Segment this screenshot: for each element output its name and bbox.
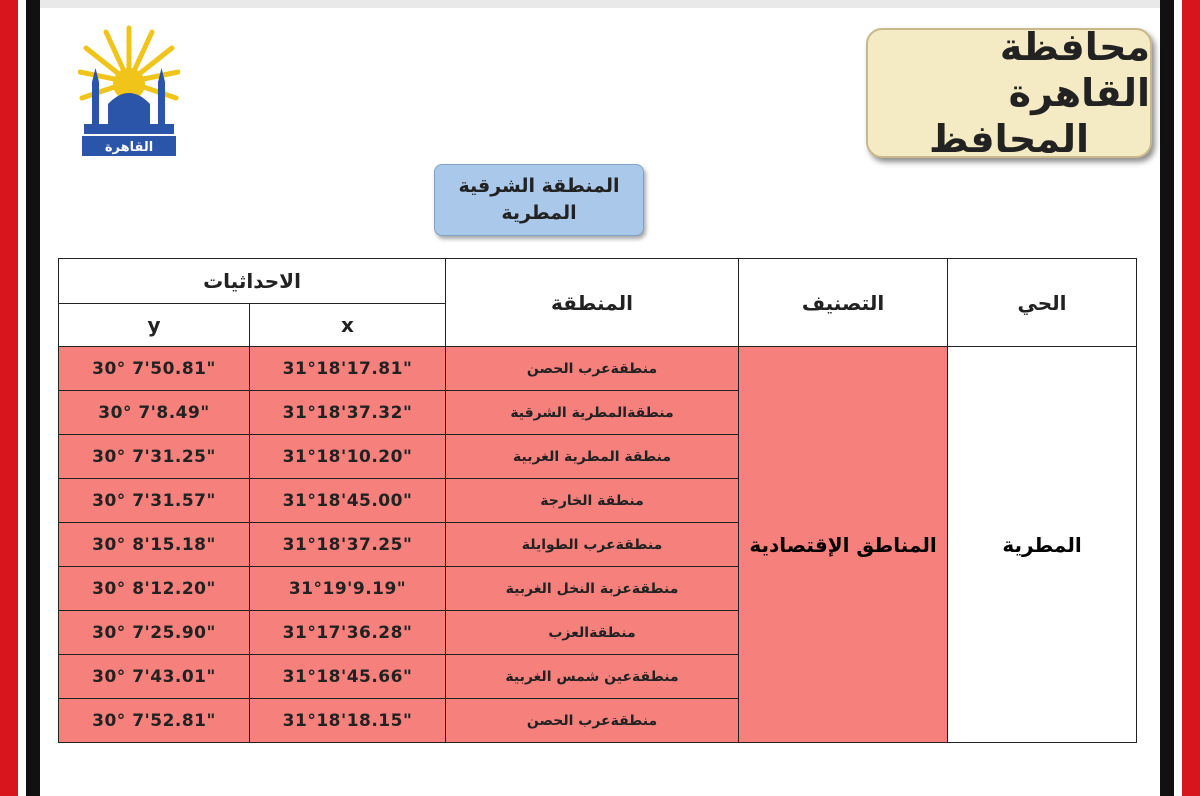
x-coordinate: 31°18'45.00"	[250, 479, 446, 523]
x-coordinate: 31°18'37.32"	[250, 391, 446, 435]
area-name: منطقةعين شمس الغربية	[446, 655, 739, 699]
header-coordinates: الاحداثيات	[59, 259, 446, 304]
y-coordinate: 30° 8'15.18"	[59, 523, 250, 567]
x-coordinate: 31°19'9.19"	[250, 567, 446, 611]
header-area: المنطقة	[446, 259, 739, 347]
y-coordinate: 30° 8'12.20"	[59, 567, 250, 611]
area-name: منطقةعرب الطوايلة	[446, 523, 739, 567]
left-white-stripe	[18, 0, 26, 796]
area-name: منطقةعزبة النخل الغربية	[446, 567, 739, 611]
area-name: منطقةعرب الحصن	[446, 699, 739, 743]
header-classification: التصنيف	[739, 259, 948, 347]
governorate-title-box	[866, 25, 1152, 161]
logo-text: القاهرة	[104, 140, 154, 155]
header-y: y	[59, 304, 250, 347]
right-white-stripe	[1174, 0, 1182, 796]
left-black-stripe	[26, 0, 40, 796]
header-district: الحي	[948, 259, 1137, 347]
y-coordinate: 30° 7'8.49"	[59, 391, 250, 435]
x-coordinate: 31°18'18.15"	[250, 699, 446, 743]
right-red-stripe	[1182, 0, 1200, 796]
y-coordinate: 30° 7'52.81"	[59, 699, 250, 743]
area-name: منطقةعرب الحصن	[446, 347, 739, 391]
table-row	[59, 347, 1137, 391]
top-edge	[40, 0, 1160, 8]
x-coordinate: 31°18'45.66"	[250, 655, 446, 699]
y-coordinate: 30° 7'31.57"	[59, 479, 250, 523]
classification-value: المناطق الإقتصادية	[739, 347, 948, 743]
y-coordinate: 30° 7'31.25"	[59, 435, 250, 479]
x-coordinate: 31°18'17.81"	[250, 347, 446, 391]
right-black-stripe	[1160, 0, 1174, 796]
y-coordinate: 30° 7'50.81"	[59, 347, 250, 391]
x-coordinate: 31°18'10.20"	[250, 435, 446, 479]
governor-title: المحافظ	[929, 117, 1089, 161]
area-name: منطقةالمطرية الشرقية	[446, 391, 739, 435]
area-name: منطقة الخارجة	[446, 479, 739, 523]
header-x: x	[250, 304, 446, 347]
y-coordinate: 30° 7'43.01"	[59, 655, 250, 699]
area-name: منطقةالعزب	[446, 611, 739, 655]
left-red-stripe	[0, 0, 18, 796]
governorate-name: محافظة القاهرة	[999, 25, 1150, 115]
district-value: المطرية	[948, 347, 1137, 743]
region-name: المنطقة الشرقية	[458, 175, 620, 197]
cairo-logo	[78, 24, 180, 158]
y-coordinate: 30° 7'25.90"	[59, 611, 250, 655]
region-label-box	[434, 164, 644, 236]
x-coordinate: 31°17'36.28"	[250, 611, 446, 655]
area-name: منطقة المطرية الغربية	[446, 435, 739, 479]
district-name: المطرية	[501, 202, 577, 224]
economic-zones-table	[58, 258, 1137, 743]
x-coordinate: 31°18'37.25"	[250, 523, 446, 567]
